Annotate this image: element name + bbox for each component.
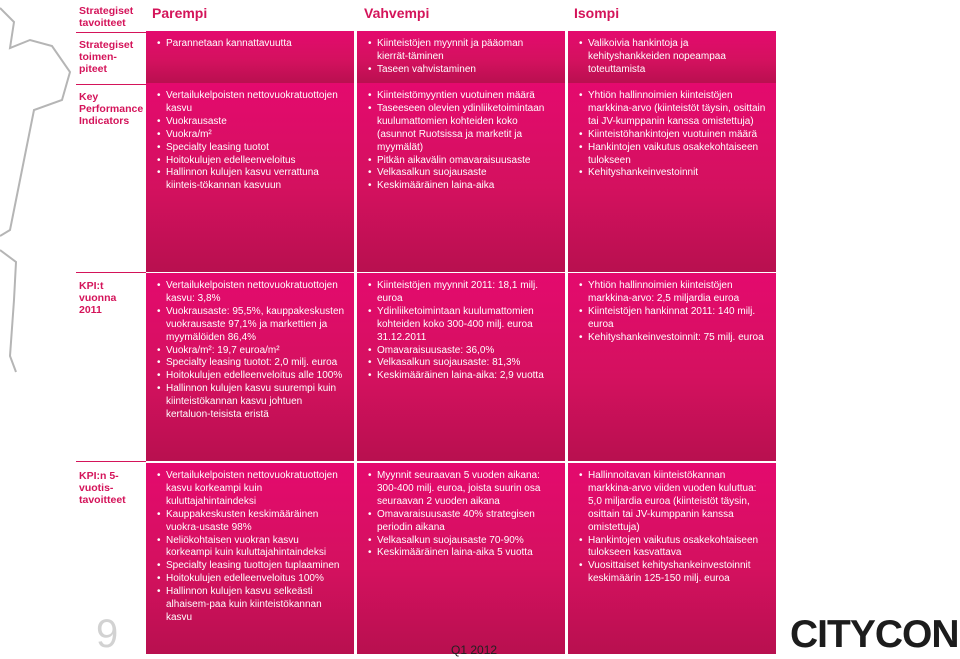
bullet-item: • Kiinteistöjen hankinnat 2011: 140 milj. euroa xyxy=(579,306,768,332)
bullet-item: • Vuokrausaste: 95,5%, kauppakeskusten vuokrausaste 97,1% ja markettien ja myymälöiden 86,4% xyxy=(157,306,346,345)
citycon-logo: CITYCON xyxy=(790,613,959,656)
bullet-item: • Velkasalkun suojausaste 70-90% xyxy=(368,535,557,548)
bullet-item: • Yhtiön hallinnoimien kiinteistöjen markkina-arvo: 2,5 miljardia euroa xyxy=(579,280,768,306)
row-divider xyxy=(76,84,146,85)
row-label-kpi-2011: KPI:t vuonna 2011 xyxy=(79,280,117,316)
bullet-item: • Hoitokulujen edelleenveloitus xyxy=(157,155,346,168)
bullet-item: • Hankintojen vaikutus osakekohtaiseen tulokseen kasvattava xyxy=(579,535,768,561)
bullet-item: • Taseen vahvistaminen xyxy=(368,64,557,77)
bullet-item: • Hoitokulujen edelleenveloitus alle 100% xyxy=(157,370,346,383)
cell-kpi2011-isompi xyxy=(568,273,776,461)
bullet-item: • Vertailukelpoisten nettovuokratuottojen kasvu xyxy=(157,90,346,116)
cell-toimenpiteet-parempi xyxy=(146,31,354,84)
row-label-kpi-5-year: KPI:n 5-vuotis-tavoitteet xyxy=(79,470,126,506)
page-number: 9 xyxy=(96,612,119,656)
row-divider xyxy=(76,461,146,462)
bullet-item: • Neliökohtaisen vuokran kasvu korkeampi kuin kuluttajahintaindeksi xyxy=(157,535,346,561)
cell-toimenpiteet-isompi xyxy=(568,31,776,84)
bullet-item: • Kehityshankeinvestoinnit: 75 milj. euroa xyxy=(579,332,768,345)
bullet-item: • Vertailukelpoisten nettovuokratuottojen kasvu: 3,8% xyxy=(157,280,346,306)
bullet-item: • Kiinteistömyyntien vuotuinen määrä xyxy=(368,90,557,103)
bullet-item: • Kauppakeskusten keskimääräinen vuokra-usaste 98% xyxy=(157,509,346,535)
row-divider xyxy=(76,32,146,33)
bullet-item: • Parannetaan kannattavuutta xyxy=(157,38,346,51)
bullet-item: • Taseeseen olevien ydinliiketoimintaan kuulumattomien kohteiden koko (asunnot Ruotsissa ja marketit ja myymälät) xyxy=(368,103,557,155)
cell-kpi-vahvempi xyxy=(357,83,565,272)
bullet-item: • Yhtiön hallinnoimien kiinteistöjen markkina-arvo (kiinteistöt täysin, osittain tai JV-kumppanin kanssa omistettuja) xyxy=(579,90,768,129)
bullet-item: • Kehityshankeinvestoinnit xyxy=(579,167,768,180)
bullet-item: • Kiinteistöjen myynnit ja pääoman kierrät-täminen xyxy=(368,38,557,64)
bullet-item: • Vuokra/m²: 19,7 euroa/m² xyxy=(157,345,346,358)
bullet-item: • Omavaraisuusaste 40% strategisen periodin aikana xyxy=(368,509,557,535)
bullet-item: • Hoitokulujen edelleenveloitus 100% xyxy=(157,573,346,586)
bullet-item: • Vertailukelpoisten nettovuokratuottojen kasvu korkeampi kuin kuluttajahintaindeksi xyxy=(157,470,346,509)
bullet-item: • Hallinnon kulujen kasvu selkeästi alhaisem-paa kuin kiinteistökannan kasvu xyxy=(157,586,346,625)
bullet-item: • Specialty leasing tuotot: 2,0 milj. euroa xyxy=(157,357,346,370)
row-label-kpi: Key Performance Indicators xyxy=(79,91,144,127)
bullet-item: • Vuokra/m² xyxy=(157,129,346,142)
bullet-item: • Kiinteistöhankintojen vuotuinen määrä xyxy=(579,129,768,142)
map-outline-decoration xyxy=(0,0,80,380)
cell-kpi2011-parempi xyxy=(146,273,354,461)
row-label-strategiset-toimenpiteet: Strategiset toimen-piteet xyxy=(79,39,134,75)
cell-kpi5y-parempi xyxy=(146,463,354,654)
cell-kpi2011-vahvempi xyxy=(357,273,565,461)
bullet-item: • Ydinliiketoimintaan kuulumattomien kohteiden koko 300-400 milj. euroa 31.12.2011 xyxy=(368,306,557,345)
bullet-item: • Myynnit seuraavan 5 vuoden aikana: 300-400 milj. euroa, joista suurin osa seuraavan 2 vuoden aikana xyxy=(368,470,557,509)
bullet-item: • Velkasalkun suojausaste xyxy=(368,167,557,180)
bullet-item: • Keskimääräinen laina-aika: 2,9 vuotta xyxy=(368,370,557,383)
bullet-item: • Specialty leasing tuotot xyxy=(157,142,346,155)
column-header-parempi: Parempi xyxy=(152,5,208,21)
bullet-item: • Hallinnoitavan kiinteistökannan markkina-arvo viiden vuoden kuluttua: 5,0 miljardia euroa (kiinteistöt täysin, osittain tai JV-kumppanin kanssa omistettuja) xyxy=(579,470,768,535)
bullet-item: • Pitkän aikavälin omavaraisuusaste xyxy=(368,155,557,168)
bullet-item: • Vuokrausaste xyxy=(157,116,346,129)
bullet-item: • Kiinteistöjen myynnit 2011: 18,1 milj. euroa xyxy=(368,280,557,306)
bullet-item: • Hallinnon kulujen kasvu verrattuna kiinteis-tökannan kasvuun xyxy=(157,167,346,193)
cell-toimenpiteet-vahvempi xyxy=(357,31,565,84)
bullet-item: • Hallinnon kulujen kasvu suurempi kuin kiinteistökannan kasvu johtuen kertaluon-teisista eristä xyxy=(157,383,346,422)
bullet-item: • Valikoivia hankintoja ja kehityshankkeiden nopeampaa toteuttamista xyxy=(579,38,768,77)
cell-kpi5y-isompi xyxy=(568,463,776,654)
footer-period: Q1 2012 xyxy=(451,643,498,657)
row-divider xyxy=(76,272,146,273)
corner-label: Strategiset tavoitteet xyxy=(79,5,134,29)
bullet-item: • Keskimääräinen laina-aika xyxy=(368,180,557,193)
cell-kpi-isompi xyxy=(568,83,776,272)
bullet-item: • Specialty leasing tuottojen tuplaaminen xyxy=(157,560,346,573)
column-header-isompi: Isompi xyxy=(574,5,620,21)
column-header-vahvempi: Vahvempi xyxy=(364,5,430,21)
cell-kpi5y-vahvempi xyxy=(357,463,565,654)
bullet-item: • Vuosittaiset kehityshankeinvestoinnit keskimäärin 125-150 milj. euroa xyxy=(579,560,768,586)
bullet-item: • Velkasalkun suojausaste: 81,3% xyxy=(368,357,557,370)
bullet-item: • Omavaraisuusaste: 36,0% xyxy=(368,345,557,358)
bullet-item: • Keskimääräinen laina-aika 5 vuotta xyxy=(368,547,557,560)
bullet-item: • Hankintojen vaikutus osakekohtaiseen tulokseen xyxy=(579,142,768,168)
cell-kpi-parempi xyxy=(146,83,354,272)
